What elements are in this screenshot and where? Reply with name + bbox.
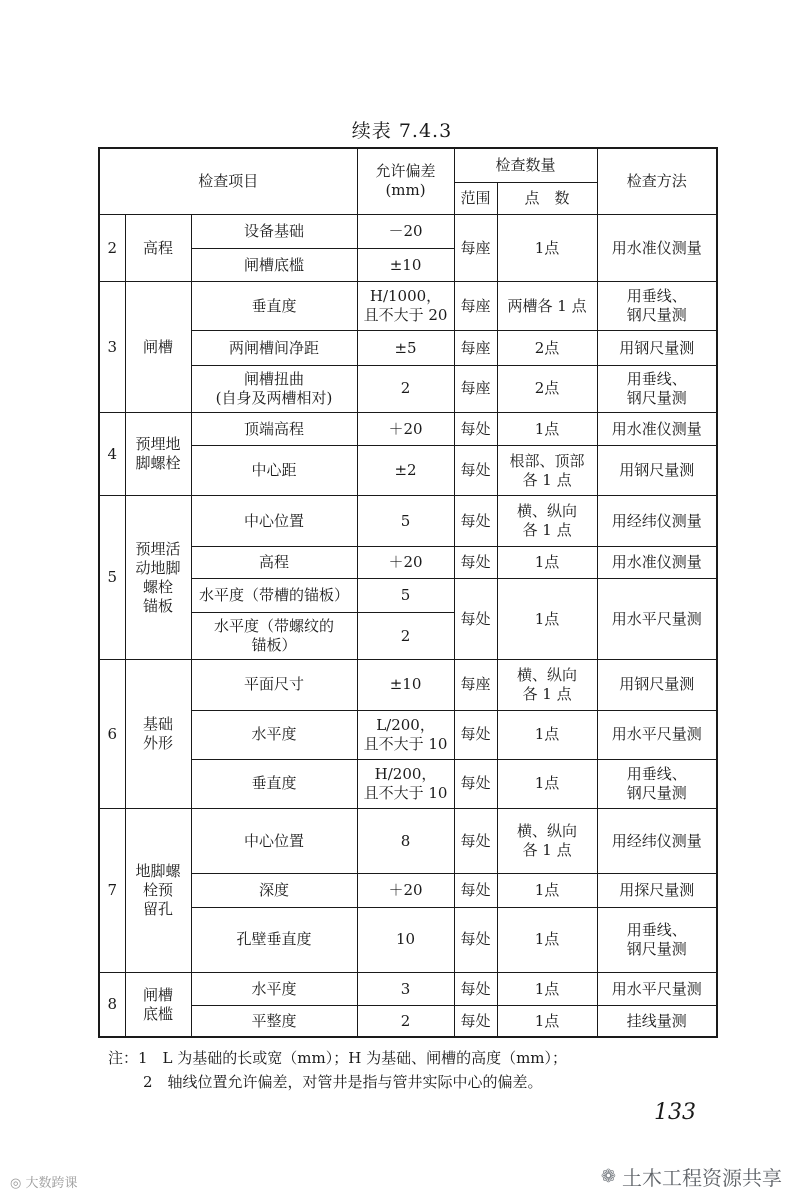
range-cell: 每处 [454,578,497,659]
table-row [99,710,717,759]
deviation-cell: 3 [357,973,454,1006]
deviation-cell: 8 [357,809,454,874]
range-cell: 每处 [454,412,497,445]
range-cell: 每处 [454,546,497,578]
method-cell: 用水准仪测量 [597,214,717,281]
table-row [99,496,717,546]
group-number: 5 [99,496,125,660]
group-number: 3 [99,282,125,413]
method-cell: 挂线量测 [597,1006,717,1037]
group-number: 7 [99,809,125,973]
header-deviation: 允许偏差 (mm) [357,148,454,214]
method-cell: 用水平尺量测 [597,973,717,1006]
points-cell: 1点 [497,412,597,445]
table-caption: 续表 7.4.3 [351,120,453,142]
method-cell: 用钢尺量测 [597,660,717,710]
table-row [99,973,717,1006]
item-cell: 深度 [191,874,357,907]
table-row [99,759,717,808]
deviation-cell: ＋20 [357,546,454,578]
deviation-cell: ±10 [357,660,454,710]
note-line-2: 2 轴线位置允许偏差，对管井是指与管井实际中心的偏差。 [143,1073,543,1091]
item-cell: 中心位置 [191,809,357,874]
deviation-cell: 2 [357,1006,454,1037]
header-method: 检查方法 [597,148,717,214]
points-cell: 1点 [497,759,597,808]
range-cell: 每座 [454,660,497,710]
item-cell: 闸槽底槛 [191,249,357,282]
item-cell: 闸槽扭曲 (自身及两槽相对) [191,365,357,412]
watermark-left-text: 大数跨课 [25,1176,78,1191]
item-cell: 中心位置 [191,496,357,546]
watermark-right-text: 土木工程资源共享 [622,1166,782,1190]
item-cell: 孔壁垂直度 [191,907,357,972]
group-name: 预埋地 脚螺栓 [125,412,191,495]
header-points: 点 数 [497,182,597,214]
range-cell: 每座 [454,282,497,331]
points-cell: 1点 [497,973,597,1006]
page-number: 133 [654,1100,696,1125]
header-quantity: 检查数量 [454,148,597,182]
group-name: 高程 [125,214,191,281]
wechat-icon: ❁ [600,1166,616,1187]
item-cell: 垂直度 [191,759,357,808]
item-cell: 设备基础 [191,214,357,248]
group-number: 6 [99,660,125,809]
deviation-cell: ±2 [357,446,454,496]
item-cell: 水平度 [191,710,357,759]
deviation-cell: ±10 [357,249,454,282]
deviation-cell: H/200， 且不大于 10 [357,759,454,808]
range-cell: 每处 [454,973,497,1006]
points-cell: 2点 [497,365,597,412]
range-cell: 每座 [454,365,497,412]
method-cell: 用垂线、 钢尺量测 [597,907,717,972]
method-cell: 用水平尺量测 [597,578,717,659]
table-row [99,282,717,331]
item-cell: 高程 [191,546,357,578]
range-cell: 每处 [454,496,497,546]
range-cell: 每处 [454,907,497,972]
table-row [99,809,717,874]
inspection-table [98,147,718,1038]
deviation-cell: 2 [357,613,454,660]
method-cell: 用垂线、 钢尺量测 [597,282,717,331]
item-cell: 平整度 [191,1006,357,1037]
table-row [99,874,717,907]
deviation-cell: 10 [357,907,454,972]
deviation-cell: H/1000， 且不大于 20 [357,282,454,331]
group-name: 预埋活 动地脚 螺栓 锚板 [125,496,191,660]
note-line-1: 注：1 L 为基础的长或宽（mm）；H 为基础、闸槽的高度（mm）； [108,1049,568,1067]
method-cell: 用钢尺量测 [597,446,717,496]
header-item: 检查项目 [99,148,357,214]
item-cell: 水平度（带槽的锚板） [191,578,357,612]
points-cell: 1点 [497,907,597,972]
method-cell: 用水平尺量测 [597,710,717,759]
range-cell: 每处 [454,710,497,759]
header-range: 范围 [454,182,497,214]
watermark-logo-icon: ◎ [10,1176,22,1191]
points-cell: 横、纵向 各 1 点 [497,809,597,874]
watermark-right [601,1162,782,1191]
range-cell: 每座 [454,331,497,365]
points-cell: 1点 [497,874,597,907]
table-row [99,214,717,248]
method-cell: 用水准仪测量 [597,546,717,578]
item-cell: 平面尺寸 [191,660,357,710]
group-number: 4 [99,412,125,495]
range-cell: 每处 [454,446,497,496]
points-cell: 1点 [497,710,597,759]
method-cell: 用经纬仪测量 [597,809,717,874]
method-cell: 用垂线、 钢尺量测 [597,759,717,808]
group-name: 闸槽 底槛 [125,973,191,1038]
deviation-cell: ±5 [357,331,454,365]
table-row [99,546,717,578]
points-cell: 横、纵向 各 1 点 [497,660,597,710]
group-name: 基础 外形 [125,660,191,809]
method-cell: 用水准仪测量 [597,412,717,445]
table-row [99,446,717,496]
item-cell: 水平度 [191,973,357,1006]
table-row [99,365,717,412]
range-cell: 每座 [454,214,497,281]
item-cell: 两闸槽间净距 [191,331,357,365]
table-row [99,907,717,972]
points-cell: 1点 [497,578,597,659]
group-number: 2 [99,214,125,281]
deviation-cell: ＋20 [357,874,454,907]
item-cell: 水平度（带螺纹的 锚板） [191,613,357,660]
range-cell: 每处 [454,759,497,808]
deviation-cell: －20 [357,214,454,248]
table-notes [108,1046,567,1094]
item-cell: 垂直度 [191,282,357,331]
deviation-cell: 5 [357,578,454,612]
group-name: 地脚螺 栓预 留孔 [125,809,191,973]
group-name: 闸槽 [125,282,191,413]
points-cell: 1点 [497,546,597,578]
deviation-cell: 5 [357,496,454,546]
points-cell: 两槽各 1 点 [497,282,597,331]
table-row [99,660,717,710]
points-cell: 1点 [497,1006,597,1037]
table-row [99,1006,717,1037]
method-cell: 用经纬仪测量 [597,496,717,546]
points-cell: 横、纵向 各 1 点 [497,496,597,546]
points-cell: 2点 [497,331,597,365]
range-cell: 每处 [454,809,497,874]
method-cell: 用垂线、 钢尺量测 [597,365,717,412]
watermark-left [10,1172,78,1191]
table-row [99,412,717,445]
deviation-cell: L/200， 且不大于 10 [357,710,454,759]
deviation-cell: ＋20 [357,412,454,445]
item-cell: 顶端高程 [191,412,357,445]
group-number: 8 [99,973,125,1038]
points-cell: 1点 [497,214,597,281]
item-cell: 中心距 [191,446,357,496]
deviation-cell: 2 [357,365,454,412]
range-cell: 每处 [454,874,497,907]
table-row [99,578,717,612]
method-cell: 用探尺量测 [597,874,717,907]
range-cell: 每处 [454,1006,497,1037]
method-cell: 用钢尺量测 [597,331,717,365]
table-row [99,331,717,365]
points-cell: 根部、顶部 各 1 点 [497,446,597,496]
